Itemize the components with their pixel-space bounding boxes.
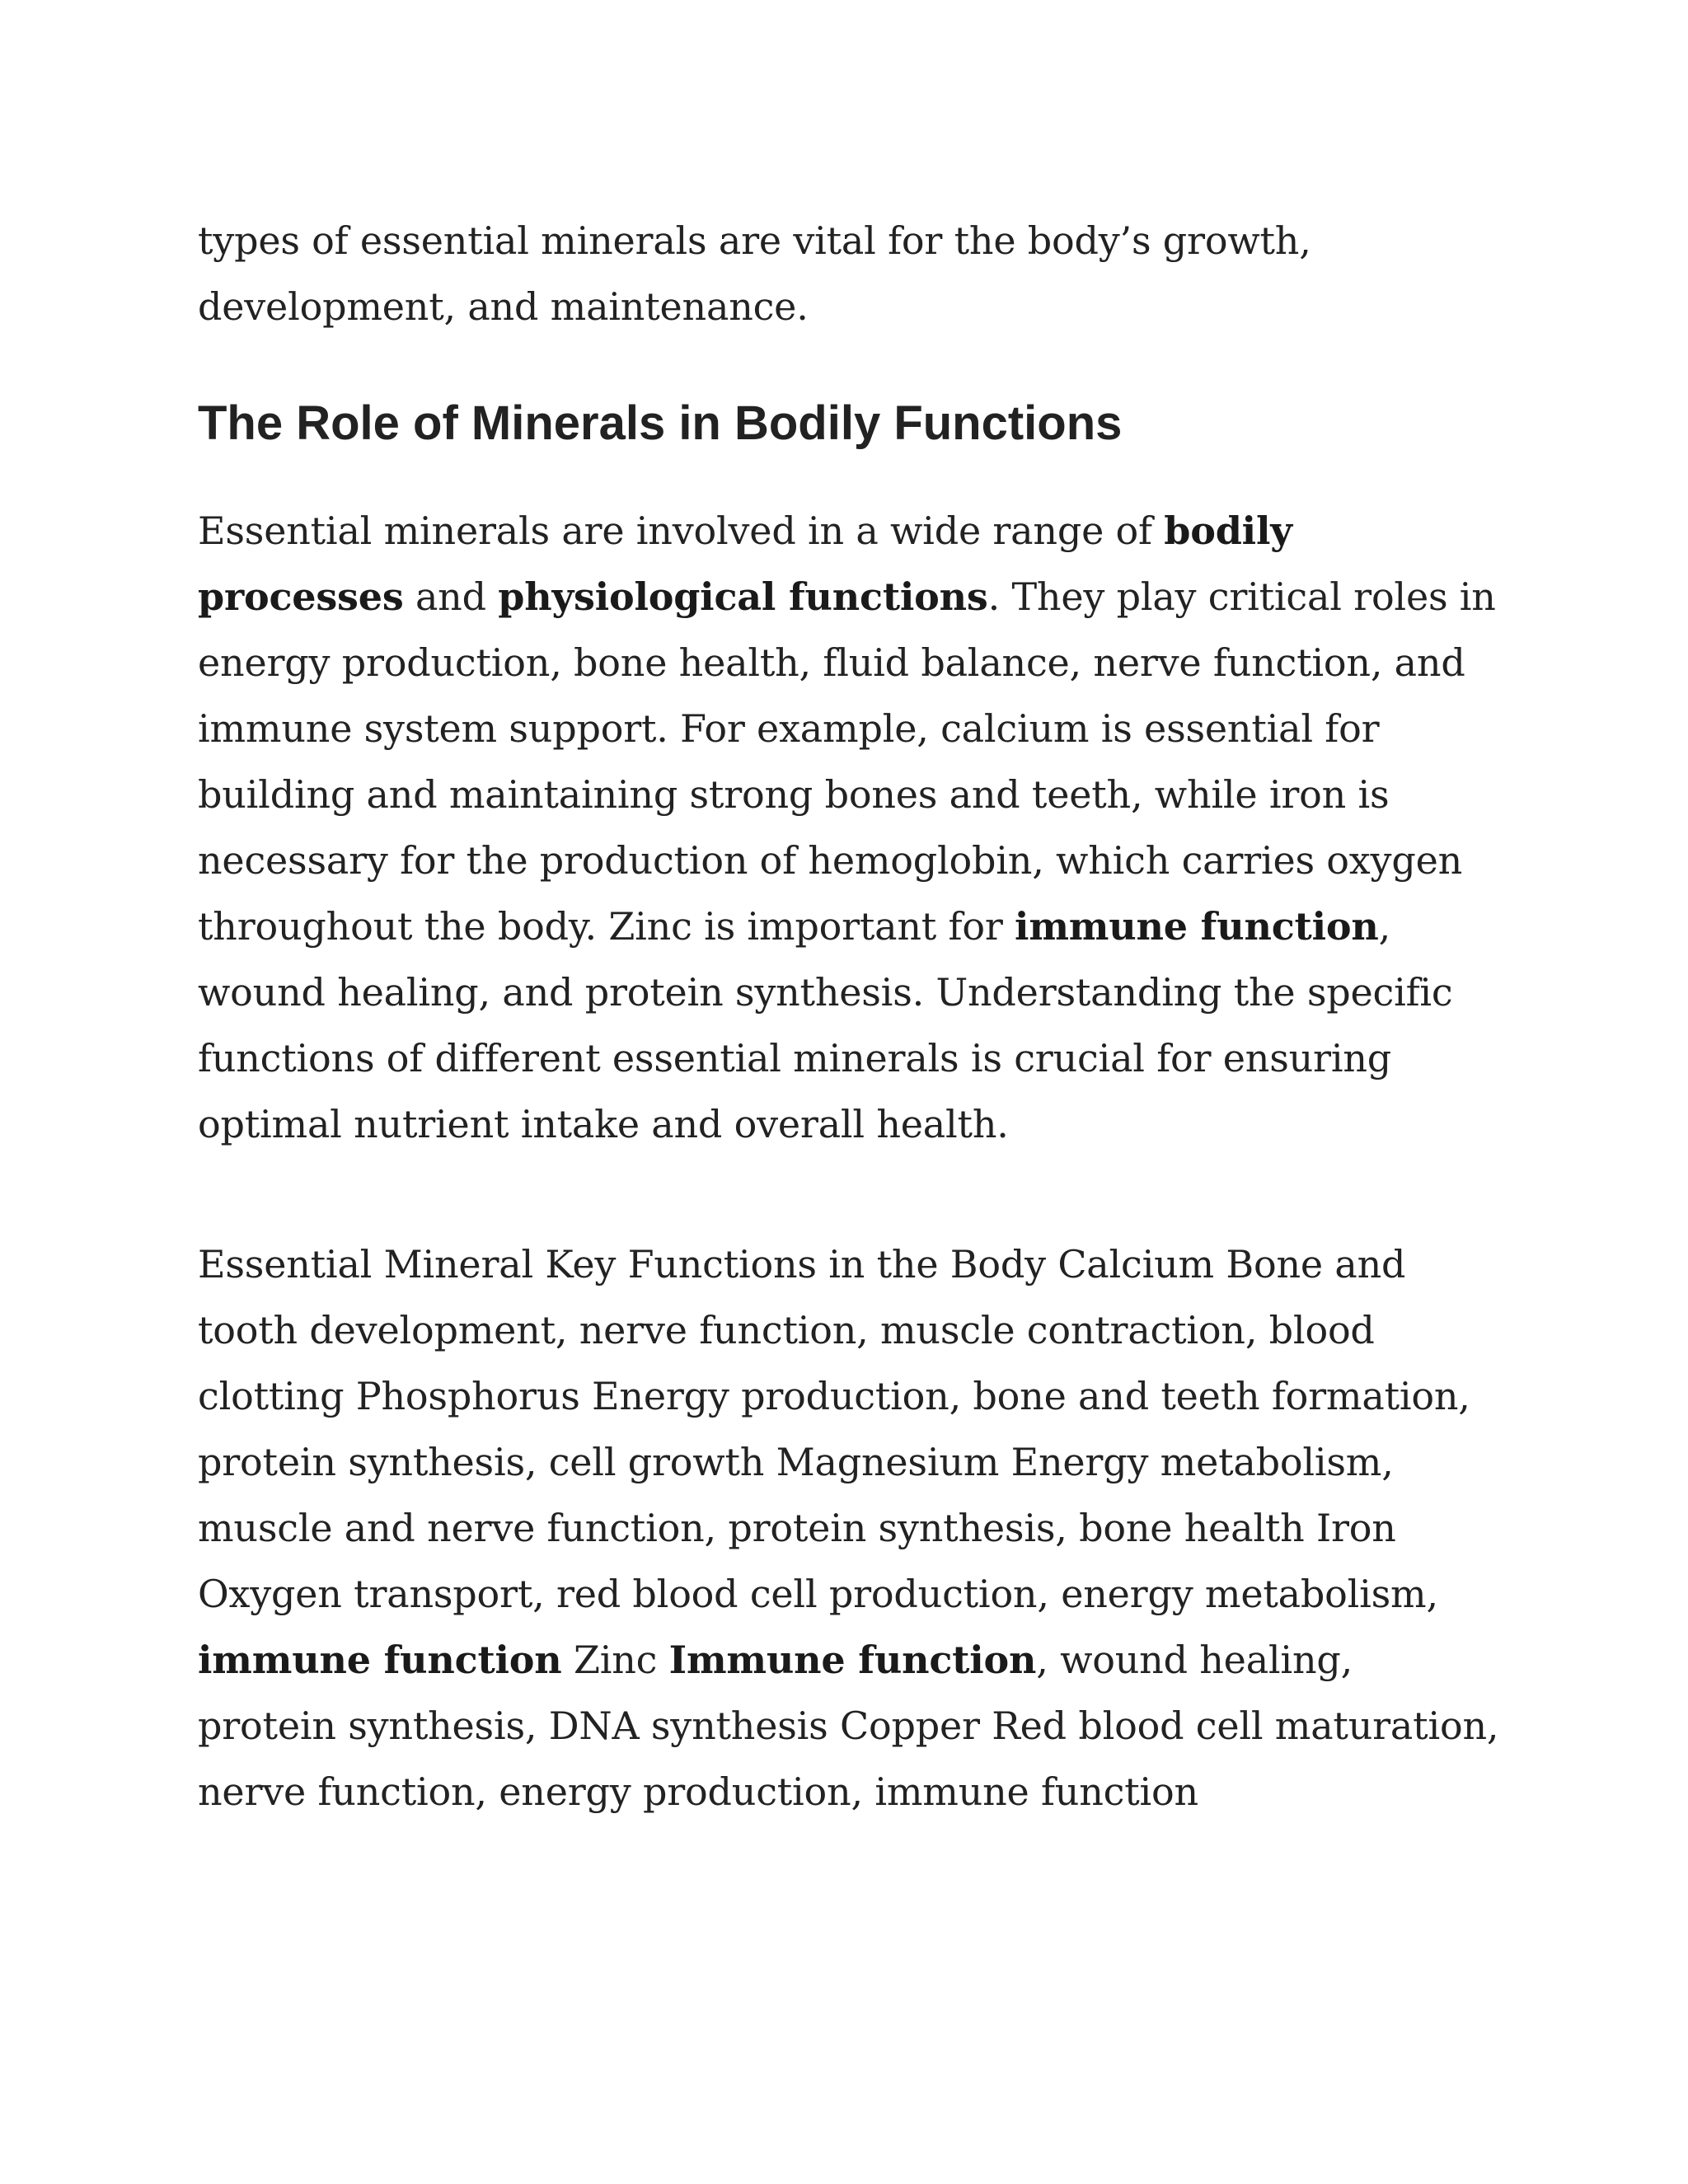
text-run: , wound healing, protein synthesis, DNA synthesis Copper Red blood cell maturation, nerve function, energy production, immune function	[198, 1638, 1499, 1814]
text-run: , wound healing, and protein synthesis. Understanding the specific functions of different essential minerals is crucial for ensuring optimal nutrient intake and overall health.	[198, 904, 1453, 1146]
text-run: Essential minerals are involved in a wide range of	[198, 509, 1165, 553]
bold-term-physiological-functions: physiological functions	[498, 574, 988, 619]
intro-line-2: development, and maintenance.	[198, 284, 809, 329]
document-page	[198, 208, 1500, 1814]
bold-term-immune-function-zinc: Immune function	[668, 1638, 1037, 1682]
text-run: and	[403, 574, 499, 619]
bold-term-bodily-processes: bodily processes	[198, 509, 1292, 619]
bold-term-immune-function: immune function	[1015, 904, 1379, 949]
intro-line-1: types of essential minerals are vital for the body’s growth,	[198, 218, 1311, 263]
section-heading: The Role of Minerals in Bodily Functions	[198, 396, 1123, 450]
text-run: Essential Mineral Key Functions in the Body Calcium Bone and tooth development, nerve function, muscle contraction, blood clotting Phosphorus Energy production, bone and teeth formation, protein synthesis, cell growth Magnesium Energy metabolism, muscle and nerve function, protein synthesis, bone health Iron Oxygen transport, red blood cell production, energy metabolism,	[198, 1242, 1470, 1616]
bold-term-immune-function: immune function	[198, 1638, 562, 1682]
text-run: . They play critical roles in energy production, bone health, fluid balance, nerve function, and immune system support. For example, calcium is essential for building and maintaining strong bones and teeth, while iron is necessary for the production of hemoglobin, which carries oxygen throughout the body. Zinc is important for	[198, 574, 1496, 949]
minerals-functions-paragraph	[198, 498, 1500, 1157]
mineral-table-text-paragraph	[198, 1231, 1500, 1825]
text-run: Zinc	[561, 1638, 669, 1682]
intro-paragraph	[198, 208, 1500, 340]
